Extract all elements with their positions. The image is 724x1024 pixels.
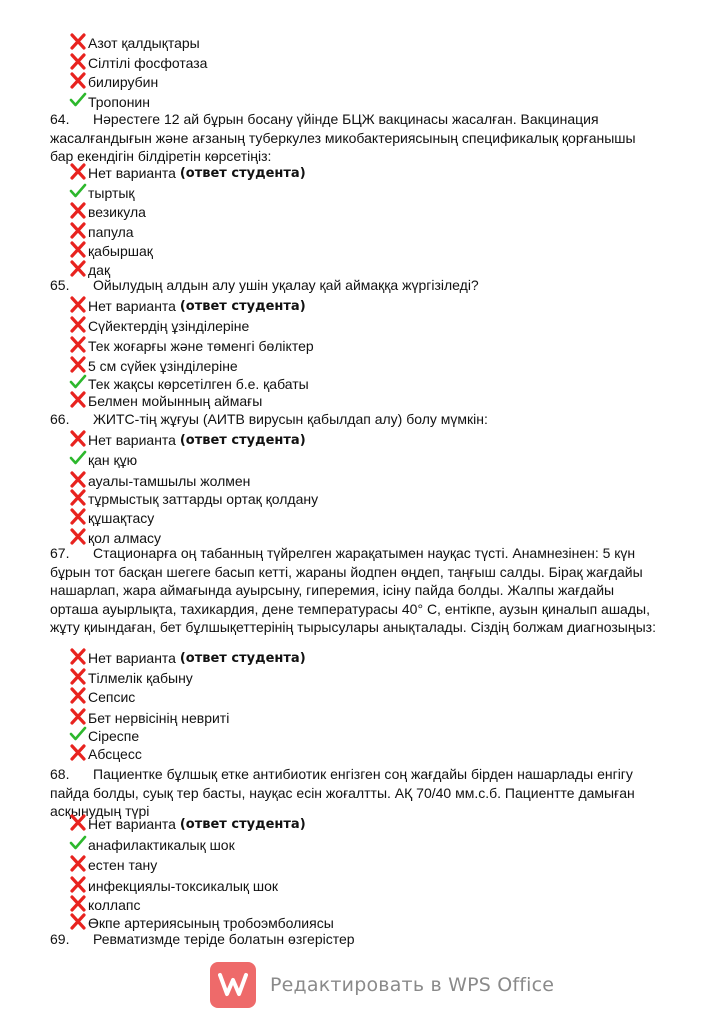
- answer-option-text: Азот қалдықтары: [88, 35, 200, 51]
- checkmark-icon: [68, 182, 88, 202]
- answer-option-text: Нет варианта: [88, 816, 176, 832]
- question-body: Нәрестеге 12 ай бұрын босану үйінде БЦЖ вакцинасы жасалған. Вакцинация жасалғандығын және ағзаның туберкулез микобактериясының спецификалық қорғанышы бар екендігін білдіретін көрсетіңіз:: [50, 111, 636, 164]
- cross-icon: [68, 240, 88, 260]
- answer-option: [68, 295, 306, 315]
- cross-icon: [68, 912, 88, 932]
- answer-option: [68, 725, 139, 745]
- answer-option: [68, 335, 314, 355]
- answer-option: [68, 449, 137, 469]
- answer-option-text: қол алмасу: [88, 530, 162, 546]
- question-number: 67.: [50, 545, 70, 561]
- answer-option: [68, 488, 318, 508]
- answer-option: [68, 667, 193, 687]
- answer-option: [68, 221, 134, 241]
- cross-icon: [68, 71, 88, 91]
- cross-icon: [68, 390, 88, 410]
- wps-logo-icon: [210, 962, 256, 1008]
- question-body: Ревматизмде теріде болатын өзгерістер: [93, 931, 355, 947]
- answer-option-text: Абсцесс: [88, 746, 142, 762]
- cross-icon: [68, 429, 88, 449]
- answer-option: [68, 834, 235, 854]
- answer-option-text: Тек жақсы көрсетілген б.е. қабаты: [88, 376, 309, 392]
- answer-option-text: Тропонин: [88, 94, 150, 110]
- answer-option-text: тұрмыстық заттарды ортақ қолдану: [88, 491, 319, 507]
- question-body: ЖИТС-тің жұғуы (АИТВ вирусын қабылдап алу) болу мүмкін:: [93, 411, 488, 427]
- answer-option: [68, 52, 207, 72]
- answer-option-text: Нет варианта: [88, 165, 176, 181]
- cross-icon: [68, 875, 88, 895]
- question-body: Пациентке бұлшық етке антибиотик енгізген соң жағдайы бірден нашарлады енгігу пайда болды, суық тер басты, науқас есін жоғалтты. АҚ 70/40 мм.с.б. Пациентте дамыған асқынудың түрі: [50, 766, 635, 819]
- checkmark-icon: [68, 449, 88, 469]
- answer-option-text: везикула: [88, 204, 146, 220]
- answer-option-text: қабыршақ: [88, 243, 153, 259]
- answer-option-text: Өкпе артериясының тробоэмболиясы: [88, 915, 334, 931]
- answer-option: [68, 647, 306, 667]
- answer-option-text: құшақтасу: [88, 510, 155, 526]
- cross-icon: [68, 315, 88, 335]
- cross-icon: [68, 686, 88, 706]
- cross-icon: [68, 470, 88, 490]
- answer-option-text: Сепсис: [88, 689, 136, 705]
- question-number: 66.: [50, 411, 70, 427]
- wps-edit-banner[interactable]: [210, 962, 554, 1008]
- answer-option: [68, 240, 153, 260]
- answer-option: [68, 91, 150, 111]
- answer-option: [68, 355, 238, 375]
- answer-option-text: Сүйектердің ұзінділеріне: [88, 318, 250, 334]
- answer-option: [68, 854, 157, 874]
- cross-icon: [68, 647, 88, 667]
- answer-option: [68, 707, 229, 727]
- question-number: 65.: [50, 277, 70, 293]
- answer-option-text: Тек жоғарғы және төменгі бөліктер: [88, 338, 314, 354]
- cross-icon: [68, 162, 88, 182]
- cross-icon: [68, 201, 88, 221]
- answer-option: [68, 429, 306, 449]
- cross-icon: [68, 667, 88, 687]
- answer-option-text: Нет варианта: [88, 298, 176, 314]
- question-number: 68.: [50, 766, 70, 782]
- answer-option: [68, 875, 278, 895]
- answer-option-text: Сіреспе: [88, 728, 140, 744]
- answer-option: [68, 912, 334, 932]
- cross-icon: [68, 813, 88, 833]
- cross-icon: [68, 355, 88, 375]
- answer-option-text: 5 см сүйек ұзінділеріне: [88, 358, 238, 374]
- checkmark-icon: [68, 834, 88, 854]
- answer-option-text: естен тану: [88, 857, 158, 873]
- answer-option: [68, 507, 154, 527]
- cross-icon: [68, 335, 88, 355]
- student-answer-tag: (ответ студента): [179, 651, 306, 666]
- answer-option: [68, 71, 158, 91]
- cross-icon: [68, 52, 88, 72]
- cross-icon: [68, 295, 88, 315]
- answer-option: [68, 894, 140, 914]
- answer-option: [68, 32, 200, 52]
- answer-option-text: анафилактикалық шок: [88, 837, 235, 853]
- wps-edit-label[interactable]: Редактировать в WPS Office: [270, 974, 555, 996]
- cross-icon: [68, 32, 88, 52]
- answer-option: [68, 743, 142, 763]
- checkmark-icon: [68, 725, 88, 745]
- student-answer-tag: (ответ студента): [179, 433, 306, 448]
- student-answer-tag: (ответ студента): [179, 166, 306, 181]
- cross-icon: [68, 743, 88, 763]
- answer-option: [68, 162, 306, 182]
- answer-option-text: тыртық: [88, 185, 135, 201]
- cross-icon: [68, 854, 88, 874]
- cross-icon: [68, 221, 88, 241]
- question-text: [50, 110, 660, 166]
- question-number: 64.: [50, 111, 70, 127]
- answer-option: [68, 390, 262, 410]
- question-number: 69.: [50, 931, 70, 947]
- answer-option-text: дақ: [88, 262, 111, 278]
- student-answer-tag: (ответ студента): [179, 817, 306, 832]
- question-text: [50, 930, 660, 949]
- answer-option: [68, 470, 250, 490]
- answer-option-text: Нет варианта: [88, 432, 176, 448]
- cross-icon: [68, 707, 88, 727]
- answer-option-text: Нет варианта: [88, 650, 176, 666]
- question-body: Ойылудың алдын алу ушін уқалау қай аймаққа жүргізіледі?: [93, 277, 479, 293]
- answer-option-text: ауалы-тамшылы жолмен: [88, 473, 251, 489]
- answer-option-text: папула: [88, 224, 134, 240]
- answer-option-text: қан құю: [88, 452, 138, 468]
- answer-option-text: Сілтілі фосфотаза: [88, 55, 208, 71]
- student-answer-tag: (ответ студента): [179, 299, 306, 314]
- answer-option-text: билирубин: [88, 74, 159, 90]
- cross-icon: [68, 507, 88, 527]
- answer-option-text: Бет нервісінің невриті: [88, 710, 230, 726]
- answer-option: [68, 315, 249, 335]
- answer-option-text: инфекциялы-токсикалық шок: [88, 878, 279, 894]
- answer-option-text: Тілмелік қабыну: [88, 670, 193, 686]
- checkmark-icon: [68, 91, 88, 111]
- question-text: [50, 544, 660, 637]
- question-body: Стационарға оң табанның түйрелген жарақатымен науқас түсті. Анамнезінен: 5 күн бұрын тот басқан шегеге басып кетті, жараны йодпен өңдеп, таңғыш салды. Бірақ жағдайы нашарлап, жара аймағында ауырсыну, гиперемия, ісіну пайда болды. Жалпы жағдайы орташа ауырлықта, тахикардия, дене температурасы 40° С, ентікпе, аузын қиналып ашады, жұту қиындаған, бет бұлшықеттерінің тырысулары анықталады. Сіздің болжам диагнозыңыз:: [50, 545, 656, 635]
- cross-icon: [68, 488, 88, 508]
- answer-option: [68, 813, 306, 833]
- answer-option: [68, 182, 135, 202]
- answer-option-text: коллапс: [88, 897, 141, 913]
- answer-option: [68, 201, 146, 221]
- cross-icon: [68, 894, 88, 914]
- answer-option-text: Белмен мойынның аймағы: [88, 393, 263, 409]
- answer-option: [68, 686, 135, 706]
- question-text: [50, 276, 660, 295]
- question-text: [50, 410, 660, 429]
